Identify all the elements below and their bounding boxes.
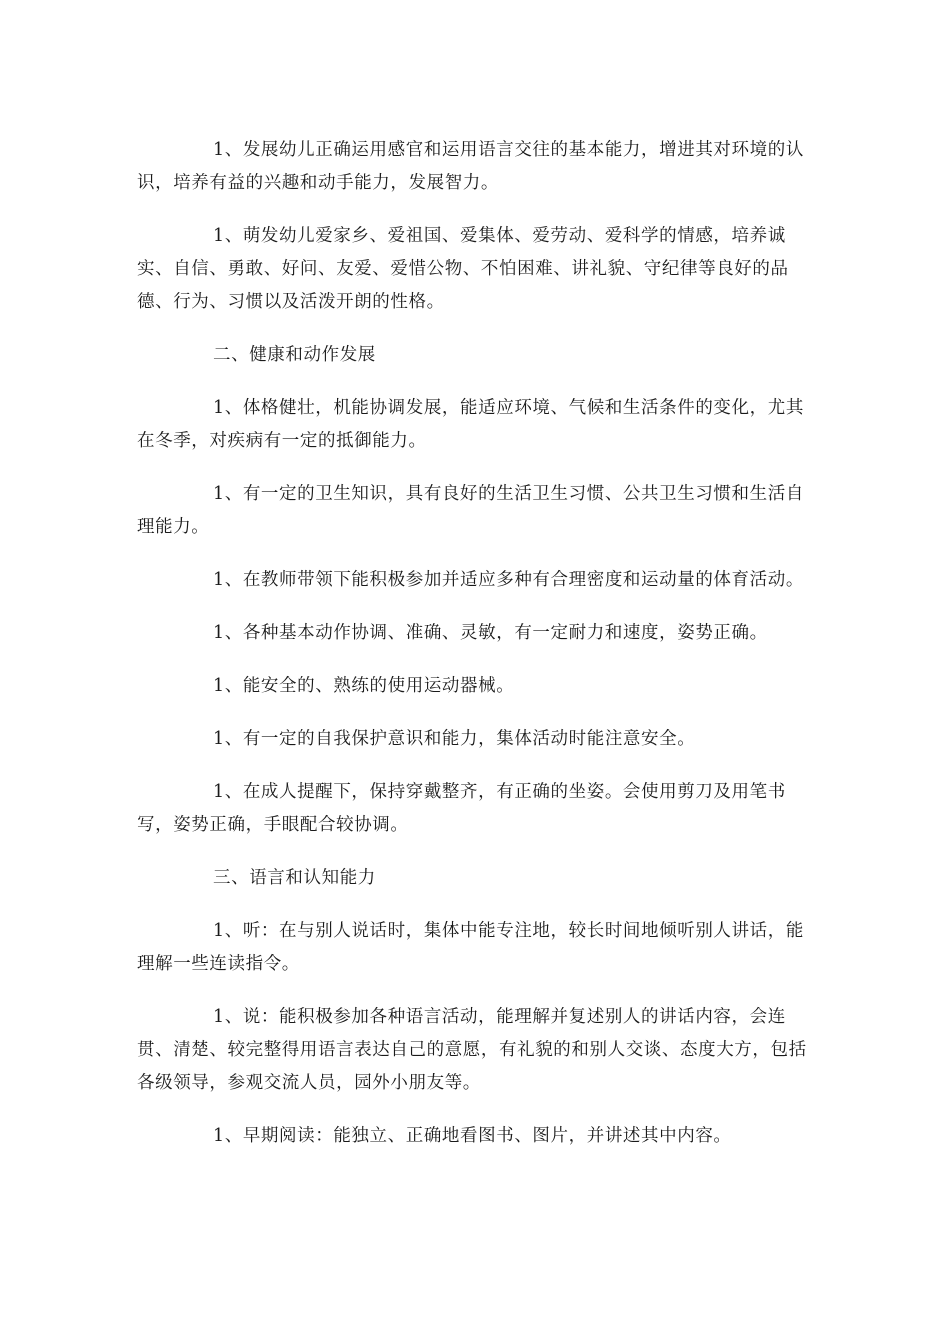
- paragraph-4: 1、有一定的卫生知识，具有良好的生活卫生习惯、公共卫生习惯和生活自理能力。: [137, 484, 804, 537]
- paragraph-12: 1、早期阅读：能独立、正确地看图书、图片，并讲述其中内容。: [213, 1126, 732, 1146]
- paragraph-2: 1、萌发幼儿爱家乡、爱祖国、爱集体、爱劳动、爱科学的情感，培养诚实、自信、勇敢、好问、友爱、爱惜公物、不怕困难、讲礼貌、守纪律等良好的品德、行为、习惯以及活泼开朗的性格。: [137, 226, 789, 312]
- paragraph-10: 1、听：在与别人说话时，集体中能专注地，较长时间地倾听别人讲话，能理解一些连读指令。: [137, 921, 804, 974]
- paragraph-6: 1、各种基本动作协调、准确、灵敏，有一定耐力和速度，姿势正确。: [213, 623, 768, 643]
- paragraph-1: 1、发展幼儿正确运用感官和运用语言交往的基本能力，增进其对环境的认识，培养有益的兴趣和动手能力，发展智力。: [137, 140, 804, 193]
- paragraph-8: 1、有一定的自我保护意识和能力，集体活动时能注意安全。: [213, 729, 696, 749]
- paragraph-3: 1、体格健壮，机能协调发展，能适应环境、气候和生活条件的变化，尤其在冬季，对疾病有一定的抵御能力。: [137, 398, 804, 451]
- paragraph-5: 1、在教师带领下能积极参加并适应多种有合理密度和运动量的体育活动。: [213, 570, 804, 590]
- paragraph-11: 1、说：能积极参加各种语言活动，能理解并复述别人的讲话内容，会连贯、清楚、较完整得用语言表达自己的意愿，有礼貌的和别人交谈、态度大方，包括各级领导，参观交流人员，园外小朋友等。: [137, 1007, 807, 1093]
- section-heading-language: 三、语言和认知能力: [213, 868, 376, 888]
- paragraph-9: 1、在成人提醒下，保持穿戴整齐，有正确的坐姿。会使用剪刀及用笔书写，姿势正确，手眼配合较协调。: [137, 782, 786, 835]
- paragraph-7: 1、能安全的、熟练的使用运动器械。: [213, 676, 515, 696]
- section-heading-health: 二、健康和动作发展: [213, 345, 376, 365]
- document-body: [137, 134, 817, 1173]
